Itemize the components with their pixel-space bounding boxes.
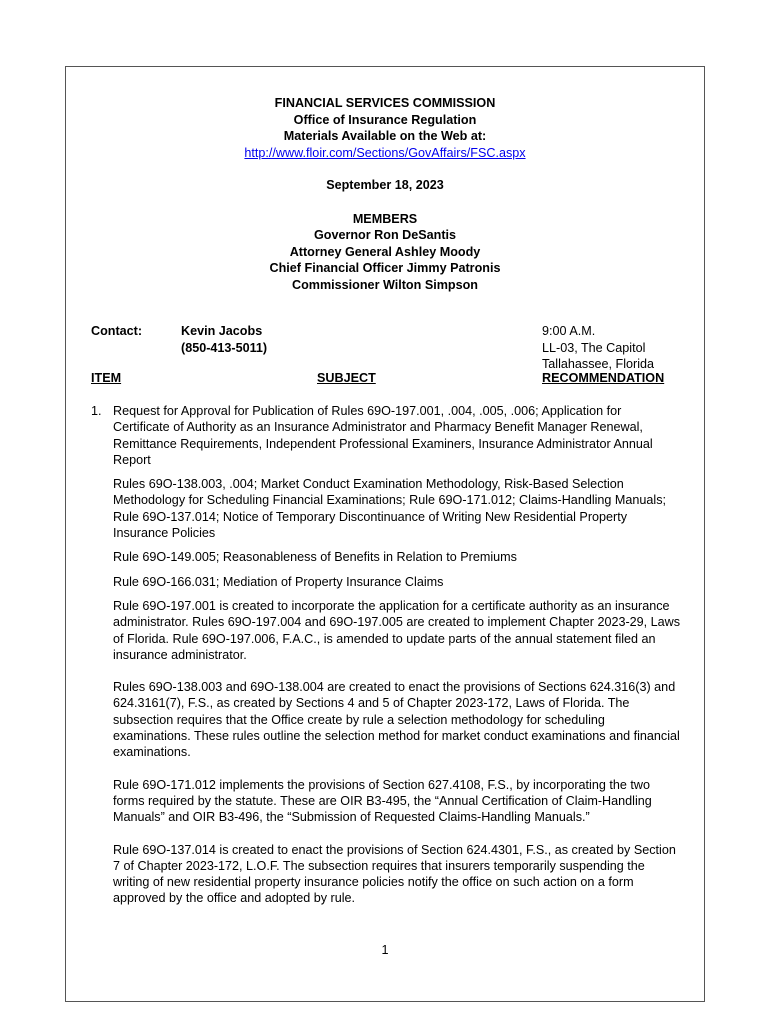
materials-note: Materials Available on the Web at:: [283, 129, 487, 143]
contact-info: [181, 323, 267, 356]
meeting-city: Tallahassee, Florida: [542, 357, 655, 371]
meeting-room: LL-03, The Capitol: [542, 340, 646, 355]
contact-name: Kevin Jacobs: [181, 324, 263, 338]
item-explanation-137: Rule 69O-137.014 is created to enact the provisions of Section 624.4301, F.S., as created by Section 7 of Chapter 2023-172, L.O.F. The subsection requires that insurers temporarily suspending the writing of new residential property insurance policies notify the office on such action on a form approved by the office and adopted by rule.: [113, 842, 676, 906]
document-header: [66, 95, 704, 293]
item-rules-138: Rules 69O-138.003, .004; Market Conduct Examination Methodology, Risk-Based Selection Methodology for Scheduling Financial Examinations; Rule 69O-171.012; Claims-Handling Manuals; Rule 69O-137.014; Notice of Temporary Discontinuance of Writing New Residential Property Insurance Policies: [113, 477, 667, 541]
item-number: 1.: [91, 404, 102, 418]
meeting-date: September 18, 2023: [326, 178, 444, 192]
member-attorney-general: Attorney General Ashley Moody: [289, 244, 481, 259]
web-link[interactable]: http://www.floir.com/Sections/GovAffairs/FSC.aspx: [244, 145, 526, 160]
document-page: [65, 66, 705, 1002]
column-headings: [91, 371, 681, 389]
item-heading: ITEM: [91, 371, 122, 385]
item-explanation-197: Rule 69O-197.001 is created to incorporate the application for a certificate authority as an insurance administrator. Rules 69O-197.004 and 69O-197.005 are created to implement Chapter 2023-29, Laws of Florida. Rule 69O-197.006, F.A.C., is amended to update parts of the annual statement filed an insurance administrator.: [113, 598, 681, 662]
agenda-item: [91, 403, 681, 907]
item-explanation-171: Rule 69O-171.012 implements the provisions of Section 627.4108, F.S., by incorporating the two forms required by the statute. These are OIR B3-495, the “Annual Certification of Claim-Handling Manuals” and OIR B3-496, the “Submission of Requested Claims-Handling Manuals.”: [113, 777, 652, 825]
meeting-time: 9:00 A.M.: [542, 324, 596, 338]
contact-label: Contact:: [91, 324, 143, 338]
member-commissioner: Commissioner Wilton Simpson: [291, 277, 478, 292]
meeting-location: [542, 323, 654, 373]
members-title: MEMBERS: [352, 211, 418, 226]
item-explanation-138: Rules 69O-138.003 and 69O-138.004 are created to enact the provisions of Sections 624.316(3) and 624.3161(7), F.S., as created by Sections 4 and 5 of Chapter 2023-172, Laws of Florida. The subsection requires that the Office create by rule a selection methodology for scheduling examinations. These rules outline the selection method for market conduct examinations and financial examinations.: [113, 680, 680, 760]
item-rule-149: Rule 69O-149.005; Reasonableness of Benefits in Relation to Premiums: [113, 550, 517, 565]
member-cfo: Chief Financial Officer Jimmy Patronis: [269, 261, 501, 275]
item-request-title: Request for Approval for Publication of Rules 69O-197.001, .004, .005, .006; Application for Certificate of Authority as an Insurance Administrator and Pharmacy Benefit Manager Renewal, Remittance Requirements, Independent Professional Examiners, Insurance Administrator Annual Report: [113, 404, 653, 467]
recommendation-heading: RECOMMENDATION: [542, 371, 665, 385]
commission-name: FINANCIAL SERVICES COMMISSION: [274, 96, 496, 110]
member-governor: Governor Ron DeSantis: [313, 228, 457, 242]
subject-heading: SUBJECT: [317, 371, 376, 385]
item-rule-166: Rule 69O-166.031; Mediation of Property Insurance Claims: [113, 574, 444, 589]
agenda-body: [91, 403, 681, 923]
page-number: 1: [381, 943, 389, 957]
contact-phone: (850-413-5011): [181, 340, 268, 355]
office-name: Office of Insurance Regulation: [293, 112, 477, 127]
